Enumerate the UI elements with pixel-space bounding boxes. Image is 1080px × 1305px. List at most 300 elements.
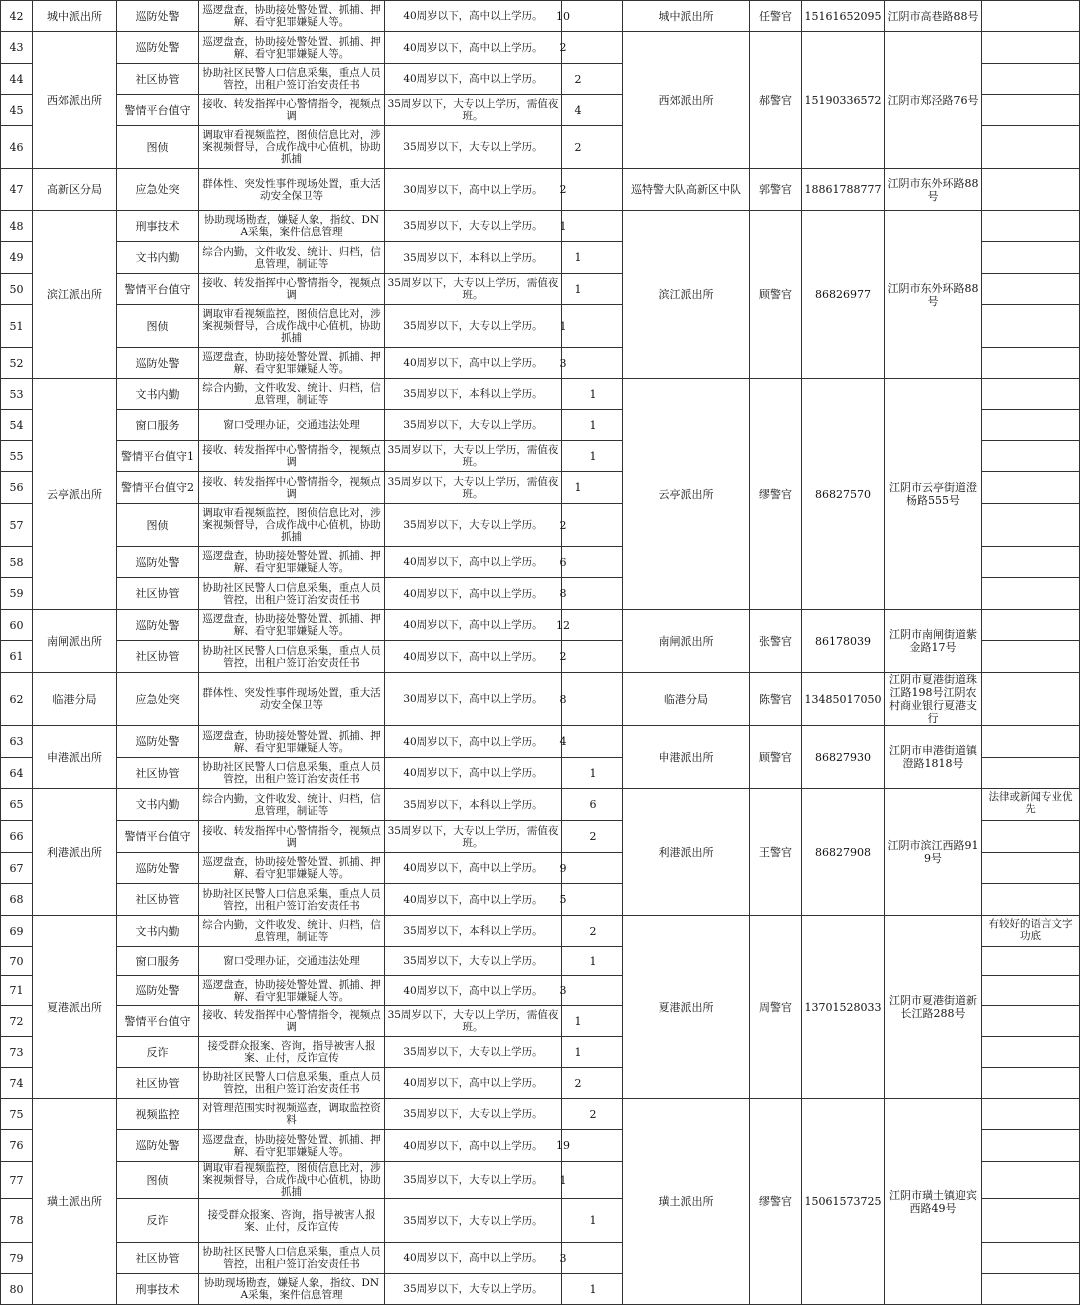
phone-cell: 86827570	[802, 379, 885, 610]
requirement-cell: 40周岁以下，高中以上学历。	[385, 64, 562, 95]
requirement-cell: 35周岁以下，大专以上学历。	[385, 1099, 562, 1130]
note-cell	[982, 32, 1080, 64]
headcount-cell	[559, 305, 623, 348]
contact-person-cell: 顾警官	[750, 211, 802, 379]
note-cell	[982, 379, 1080, 410]
table-row	[1, 673, 1080, 726]
duty-cell: 接收、转发指挥中心警情指令，视频点调	[199, 472, 385, 504]
requirement-cell: 35周岁以下，大专以上学历。	[385, 1274, 562, 1305]
post-cell: 文书内勤	[117, 379, 199, 410]
contact-unit-cell: 巡特警大队高新区中队	[623, 169, 750, 211]
headcount-value: 3	[559, 356, 567, 370]
headcount-cell	[562, 1006, 623, 1037]
contact-unit-cell: 临港分局	[623, 673, 750, 726]
contact-person-cell: 缪警官	[750, 1099, 802, 1305]
requirement-cell: 35周岁以下，大专以上学历，需值夜班。	[385, 274, 562, 305]
note-cell	[982, 504, 1080, 547]
note-cell	[982, 726, 1080, 758]
row-number-cell: 79	[1, 1243, 33, 1274]
unit-cell: 临港分局	[33, 673, 117, 726]
note-cell	[982, 441, 1080, 472]
contact-unit-cell: 云亭派出所	[623, 379, 750, 610]
note-cell	[982, 1099, 1080, 1130]
address-cell: 江阴市高巷路88号	[885, 1, 982, 32]
headcount-value: 6	[559, 555, 567, 569]
note-cell: 有较好的语言文字功底	[982, 916, 1080, 947]
post-cell: 文书内勤	[117, 916, 199, 947]
note-cell	[982, 821, 1080, 853]
note-cell	[982, 95, 1080, 126]
duty-cell: 巡逻盘查，协助接处警处置、抓捕、押解、看守犯罪嫌疑人等。	[199, 348, 385, 379]
row-number-cell: 74	[1, 1068, 33, 1099]
post-cell: 警情平台值守	[117, 274, 199, 305]
post-cell: 巡防处警	[117, 1130, 199, 1162]
row-number-cell: 51	[1, 305, 33, 348]
requirement-cell: 40周岁以下，高中以上学历。	[385, 853, 562, 884]
note-cell	[982, 610, 1080, 641]
requirement-cell: 30周岁以下，高中以上学历。	[385, 673, 562, 726]
table-row	[1, 379, 1080, 410]
post-cell: 巡防处警	[117, 726, 199, 758]
post-cell: 社区协管	[117, 641, 199, 673]
post-cell: 应急处突	[117, 169, 199, 211]
contact-person-cell: 郭警官	[750, 169, 802, 211]
address-cell: 江阴市夏港街道新长江路288号	[885, 916, 982, 1099]
note-cell	[982, 1130, 1080, 1162]
duty-cell: 协助社区民警人口信息采集，重点人员管控，出租户签订治安责任书	[199, 1243, 385, 1274]
note-cell	[982, 641, 1080, 673]
headcount-value: 3	[559, 984, 567, 997]
headcount-value: 2	[559, 518, 567, 532]
duty-cell: 接收、转发指挥中心警情指令，视频点调	[199, 441, 385, 472]
phone-cell: 86178039	[802, 610, 885, 673]
headcount-value: 2	[559, 183, 567, 196]
note-cell	[982, 1162, 1080, 1199]
headcount-value: 19	[556, 1139, 570, 1152]
row-number-cell: 42	[1, 1, 33, 32]
requirement-cell: 35周岁以下，大专以上学历，需值夜班。	[385, 95, 562, 126]
address-cell: 江阴市璜土镇迎宾西路49号	[885, 1099, 982, 1305]
table-row	[1, 610, 1080, 641]
post-cell: 社区协管	[117, 1068, 199, 1099]
headcount-cell	[559, 884, 623, 916]
headcount-cell	[559, 32, 623, 64]
row-number-cell: 80	[1, 1274, 33, 1305]
unit-cell: 城中派出所	[33, 1, 117, 32]
row-number-cell: 77	[1, 1162, 33, 1199]
headcount-value: 2	[574, 72, 582, 86]
row-number-cell: 48	[1, 211, 33, 242]
headcount-cell	[562, 410, 623, 441]
headcount-value: 1	[574, 1014, 582, 1028]
headcount-cell	[559, 641, 623, 673]
headcount-cell	[562, 441, 623, 472]
requirement-cell: 35周岁以下，大专以上学历。	[385, 504, 562, 547]
phone-cell: 15161652095	[802, 1, 885, 32]
note-cell	[982, 884, 1080, 916]
note-cell	[982, 410, 1080, 441]
note-cell	[982, 472, 1080, 504]
headcount-cell	[556, 1130, 623, 1162]
requirement-cell: 35周岁以下，本科以上学历。	[385, 789, 562, 821]
headcount-value: 8	[559, 587, 567, 600]
headcount-cell	[562, 95, 623, 126]
note-cell	[982, 1199, 1080, 1243]
row-number-cell: 52	[1, 348, 33, 379]
note-cell	[982, 578, 1080, 610]
contact-unit-cell: 城中派出所	[623, 1, 750, 32]
table-body	[1, 1, 1080, 1305]
post-cell: 社区协管	[117, 578, 199, 610]
headcount-value: 1	[589, 954, 597, 968]
post-cell: 巡防处警	[117, 32, 199, 64]
duty-cell: 巡逻盘查，协助接处警处置、抓捕、押解、看守犯罪嫌疑人等。	[199, 1, 385, 32]
requirement-cell: 40周岁以下，高中以上学历。	[385, 32, 562, 64]
headcount-value: 4	[574, 103, 582, 117]
headcount-value: 1	[589, 766, 597, 780]
headcount-value: 3	[559, 1251, 567, 1265]
headcount-value: 1	[574, 251, 582, 264]
duty-cell: 巡逻盘查，协助接处警处置、抓捕、押解、看守犯罪嫌疑人等。	[199, 610, 385, 641]
post-cell: 反诈	[117, 1199, 199, 1243]
post-cell: 社区协管	[117, 1243, 199, 1274]
table-row	[1, 32, 1080, 64]
duty-cell: 巡逻盘查，协助接处警处置、抓捕、押解、看守犯罪嫌疑人等。	[199, 853, 385, 884]
note-cell	[982, 1037, 1080, 1068]
requirement-cell: 35周岁以下，大专以上学历。	[385, 211, 562, 242]
duty-cell: 接受群众报案、咨询，指导被害人报案、止付，反诈宣传	[199, 1037, 385, 1068]
note-cell	[982, 305, 1080, 348]
row-number-cell: 61	[1, 641, 33, 673]
post-cell: 窗口服务	[117, 947, 199, 976]
row-number-cell: 44	[1, 64, 33, 95]
headcount-value: 8	[559, 692, 567, 706]
headcount-value: 1	[589, 1282, 597, 1296]
requirement-cell: 40周岁以下，高中以上学历。	[385, 758, 562, 789]
requirement-cell: 35周岁以下，大专以上学历。	[385, 126, 562, 169]
duty-cell: 接收、转发指挥中心警情指令，视频点调	[199, 821, 385, 853]
duty-cell: 调取审看视频监控，图侦信息比对，涉案视频督导，合成作战中心值机，协助抓捕	[199, 504, 385, 547]
headcount-cell	[559, 853, 623, 884]
requirement-cell: 35周岁以下，大专以上学历。	[385, 947, 562, 976]
phone-cell: 86826977	[802, 211, 885, 379]
row-number-cell: 60	[1, 610, 33, 641]
post-cell: 视频监控	[117, 1099, 199, 1130]
requirement-cell: 35周岁以下，大专以上学历。	[385, 305, 562, 348]
phone-cell: 86827930	[802, 726, 885, 789]
requirement-cell: 35周岁以下，本科以上学历。	[385, 916, 562, 947]
requirement-cell: 40周岁以下，高中以上学历。	[385, 1243, 562, 1274]
contact-person-cell: 缪警官	[750, 379, 802, 610]
duty-cell: 协助社区民警人口信息采集，重点人员管控，出租户签订治安责任书	[199, 578, 385, 610]
duty-cell: 协助社区民警人口信息采集，重点人员管控，出租户签订治安责任书	[199, 1068, 385, 1099]
requirement-cell: 35周岁以下，大专以上学历。	[385, 410, 562, 441]
duty-cell: 协助社区民警人口信息采集，重点人员管控，出租户签订治安责任书	[199, 758, 385, 789]
post-cell: 巡防处警	[117, 547, 199, 578]
note-cell	[982, 1006, 1080, 1037]
requirement-cell: 35周岁以下，大专以上学历，需值夜班。	[385, 821, 562, 853]
contact-person-cell: 张警官	[750, 610, 802, 673]
post-cell: 警情平台值守1	[117, 441, 199, 472]
contact-unit-cell: 西郊派出所	[623, 32, 750, 169]
duty-cell: 调取审看视频监控，图侦信息比对，涉案视频督导，合成作战中心值机，协助抓捕	[199, 305, 385, 348]
unit-cell: 夏港派出所	[33, 916, 117, 1099]
row-number-cell: 53	[1, 379, 33, 410]
headcount-cell	[559, 1243, 623, 1274]
requirement-cell: 30周岁以下，高中以上学历。	[385, 169, 562, 211]
headcount-cell	[559, 673, 623, 726]
row-number-cell: 76	[1, 1130, 33, 1162]
headcount-cell	[562, 821, 623, 853]
requirement-cell: 40周岁以下，高中以上学历。	[385, 884, 562, 916]
address-cell: 江阴市申港街道镇澄路1818号	[885, 726, 982, 789]
address-cell: 江阴市郑泾路76号	[885, 32, 982, 169]
headcount-cell	[562, 64, 623, 95]
requirement-cell: 40周岁以下，高中以上学历。	[385, 1068, 562, 1099]
row-number-cell: 72	[1, 1006, 33, 1037]
post-cell: 巡防处警	[117, 610, 199, 641]
row-number-cell: 62	[1, 673, 33, 726]
headcount-value: 2	[589, 1107, 597, 1121]
table-row	[1, 726, 1080, 758]
row-number-cell: 45	[1, 95, 33, 126]
headcount-value: 1	[559, 219, 567, 233]
duty-cell: 综合内勤，文件收发、统计、归档，信息管理，制证等	[199, 789, 385, 821]
note-cell: 法律或新闻专业优先	[982, 789, 1080, 821]
note-cell	[982, 976, 1080, 1006]
row-number-cell: 55	[1, 441, 33, 472]
headcount-value: 1	[574, 282, 582, 296]
note-cell	[982, 853, 1080, 884]
headcount-cell	[562, 1199, 623, 1243]
headcount-cell	[562, 242, 623, 274]
phone-cell: 15190336572	[802, 32, 885, 169]
requirement-cell: 40周岁以下，高中以上学历。	[385, 726, 562, 758]
unit-cell: 滨江派出所	[33, 211, 117, 379]
post-cell: 图侦	[117, 305, 199, 348]
headcount-cell	[562, 379, 623, 410]
headcount-value: 2	[589, 830, 597, 843]
requirement-cell: 40周岁以下，高中以上学历。	[385, 578, 562, 610]
duty-cell: 综合内勤，文件收发、统计、归档，信息管理，制证等	[199, 242, 385, 274]
headcount-cell	[559, 578, 623, 610]
address-cell: 江阴市滨江西路919号	[885, 789, 982, 916]
note-cell	[982, 169, 1080, 211]
unit-cell: 云亭派出所	[33, 379, 117, 610]
row-number-cell: 59	[1, 578, 33, 610]
headcount-cell	[562, 274, 623, 305]
headcount-cell	[562, 1037, 623, 1068]
headcount-value: 10	[556, 9, 570, 23]
post-cell: 警情平台值守	[117, 1006, 199, 1037]
row-number-cell: 78	[1, 1199, 33, 1243]
requirement-cell: 40周岁以下，高中以上学历。	[385, 1, 562, 32]
headcount-value: 2	[574, 140, 582, 154]
note-cell	[982, 758, 1080, 789]
phone-cell: 13485017050	[802, 673, 885, 726]
post-cell: 巡防处警	[117, 1, 199, 32]
duty-cell: 协助社区民警人口信息采集，重点人员管控，出租户签订治安责任书	[199, 884, 385, 916]
table-row	[1, 1099, 1080, 1130]
unit-cell: 申港派出所	[33, 726, 117, 789]
duty-cell: 巡逻盘查，协助接处警处置、抓捕、押解、看守犯罪嫌疑人等。	[199, 547, 385, 578]
table-row	[1, 916, 1080, 947]
headcount-cell	[559, 547, 623, 578]
duty-cell: 接收、转发指挥中心警情指令，视频点调	[199, 95, 385, 126]
headcount-cell	[559, 504, 623, 547]
phone-cell: 15061573725	[802, 1099, 885, 1305]
duty-cell: 巡逻盘查，协助接处警处置、抓捕、押解、看守犯罪嫌疑人等。	[199, 976, 385, 1006]
requirement-cell: 35周岁以下，本科以上学历。	[385, 379, 562, 410]
headcount-value: 1	[559, 319, 567, 333]
address-cell: 江阴市南闸街道紫金路17号	[885, 610, 982, 673]
requirement-cell: 40周岁以下，高中以上学历。	[385, 641, 562, 673]
duty-cell: 对管理范围实时视频巡查，调取监控资料	[199, 1099, 385, 1130]
headcount-cell	[562, 1274, 623, 1305]
address-cell: 江阴市云亭街道澄杨路555号	[885, 379, 982, 610]
post-cell: 反诈	[117, 1037, 199, 1068]
headcount-cell	[559, 976, 623, 1006]
post-cell: 文书内勤	[117, 789, 199, 821]
headcount-value: 2	[559, 650, 567, 663]
note-cell	[982, 126, 1080, 169]
duty-cell: 接收、转发指挥中心警情指令，视频点调	[199, 274, 385, 305]
post-cell: 图侦	[117, 126, 199, 169]
note-cell	[982, 64, 1080, 95]
row-number-cell: 43	[1, 32, 33, 64]
duty-cell: 接收、转发指挥中心警情指令，视频点调	[199, 1006, 385, 1037]
requirement-cell: 35周岁以下，大专以上学历。	[385, 1162, 562, 1199]
unit-cell: 西郊派出所	[33, 32, 117, 169]
requirement-cell: 40周岁以下，高中以上学历。	[385, 610, 562, 641]
duty-cell: 综合内勤，文件收发、统计、归档，信息管理，制证等	[199, 916, 385, 947]
contact-unit-cell: 璜土派出所	[623, 1099, 750, 1305]
headcount-cell	[559, 726, 623, 758]
contact-person-cell: 周警官	[750, 916, 802, 1099]
requirement-cell: 35周岁以下，本科以上学历。	[385, 242, 562, 274]
duty-cell: 接受群众报案、咨询，指导被害人报案、止付，反诈宣传	[199, 1199, 385, 1243]
unit-cell: 高新区分局	[33, 169, 117, 211]
table-row	[1, 169, 1080, 211]
post-cell: 应急处突	[117, 673, 199, 726]
headcount-cell	[562, 126, 623, 169]
requirement-cell: 35周岁以下，大专以上学历，需值夜班。	[385, 472, 562, 504]
headcount-cell	[556, 1, 623, 32]
post-cell: 社区协管	[117, 884, 199, 916]
row-number-cell: 49	[1, 242, 33, 274]
duty-cell: 协助社区民警人口信息采集，重点人员管控，出租户签订治安责任书	[199, 64, 385, 95]
headcount-cell	[559, 1162, 623, 1199]
address-cell: 江阴市夏港街道珠江路198号江阴农村商业银行夏港支行	[885, 673, 982, 726]
headcount-cell	[556, 610, 623, 641]
post-cell: 图侦	[117, 1162, 199, 1199]
headcount-value: 2	[559, 41, 567, 54]
row-number-cell: 73	[1, 1037, 33, 1068]
contact-unit-cell: 申港派出所	[623, 726, 750, 789]
post-cell: 巡防处警	[117, 348, 199, 379]
post-cell: 图侦	[117, 504, 199, 547]
phone-cell: 13701528033	[802, 916, 885, 1099]
contact-unit-cell: 夏港派出所	[623, 916, 750, 1099]
address-cell: 江阴市东外环路88号	[885, 169, 982, 211]
post-cell: 警情平台值守	[117, 821, 199, 853]
post-cell: 警情平台值守2	[117, 472, 199, 504]
duty-cell: 协助社区民警人口信息采集，重点人员管控，出租户签订治安责任书	[199, 641, 385, 673]
table-row	[1, 1, 1080, 32]
headcount-value: 1	[589, 418, 597, 432]
note-cell	[982, 547, 1080, 578]
requirement-cell: 40周岁以下，高中以上学历。	[385, 547, 562, 578]
note-cell	[982, 1243, 1080, 1274]
row-number-cell: 50	[1, 274, 33, 305]
headcount-value: 6	[589, 798, 597, 811]
phone-cell: 18861788777	[802, 169, 885, 211]
headcount-value: 1	[574, 481, 582, 494]
requirement-cell: 35周岁以下，大专以上学历。	[385, 1037, 562, 1068]
headcount-value: 12	[556, 618, 570, 632]
row-number-cell: 67	[1, 853, 33, 884]
contact-person-cell: 顾警官	[750, 726, 802, 789]
row-number-cell: 66	[1, 821, 33, 853]
duty-cell: 调取审看视频监控，图侦信息比对，涉案视频督导，合成作战中心值机，协助抓捕	[199, 126, 385, 169]
headcount-value: 2	[574, 1076, 582, 1090]
duty-cell: 协助现场勘查，嫌疑人象，指纹、DNA采集，案件信息管理	[199, 211, 385, 242]
row-number-cell: 47	[1, 169, 33, 211]
headcount-value: 4	[559, 735, 567, 748]
note-cell	[982, 274, 1080, 305]
requirement-cell: 40周岁以下，高中以上学历。	[385, 1130, 562, 1162]
duty-cell: 群体性、突发性事件现场处置，重大活动安全保卫等	[199, 169, 385, 211]
contact-unit-cell: 滨江派出所	[623, 211, 750, 379]
headcount-cell	[562, 758, 623, 789]
duty-cell: 综合内勤，文件收发、统计、归档，信息管理，制证等	[199, 379, 385, 410]
unit-cell: 利港派出所	[33, 789, 117, 916]
row-number-cell: 70	[1, 947, 33, 976]
note-cell	[982, 242, 1080, 274]
headcount-value: 1	[589, 387, 597, 401]
note-cell	[982, 1274, 1080, 1305]
duty-cell: 调取审看视频监控，图侦信息比对，涉案视频督导，合成作战中心值机，协助抓捕	[199, 1162, 385, 1199]
headcount-cell	[559, 348, 623, 379]
post-cell: 社区协管	[117, 758, 199, 789]
headcount-cell	[562, 947, 623, 976]
row-number-cell: 54	[1, 410, 33, 441]
contact-unit-cell: 利港派出所	[623, 789, 750, 916]
contact-person-cell: 陈警官	[750, 673, 802, 726]
requirement-cell: 40周岁以下，高中以上学历。	[385, 348, 562, 379]
unit-cell: 南闸派出所	[33, 610, 117, 673]
headcount-cell	[559, 169, 623, 211]
headcount-value: 1	[589, 1214, 597, 1227]
headcount-cell	[562, 1068, 623, 1099]
row-number-cell: 65	[1, 789, 33, 821]
duty-cell: 窗口受理办证，交通违法处理	[199, 947, 385, 976]
headcount-value: 1	[589, 449, 597, 463]
requirement-cell: 35周岁以下，大专以上学历，需值夜班。	[385, 441, 562, 472]
note-cell	[982, 348, 1080, 379]
headcount-cell	[559, 211, 623, 242]
duty-cell: 窗口受理办证，交通违法处理	[199, 410, 385, 441]
post-cell: 警情平台值守	[117, 95, 199, 126]
headcount-value: 1	[559, 1173, 567, 1187]
post-cell: 刑事技术	[117, 1274, 199, 1305]
phone-cell: 86827908	[802, 789, 885, 916]
post-cell: 社区协管	[117, 64, 199, 95]
row-number-cell: 57	[1, 504, 33, 547]
duty-cell: 巡逻盘查，协助接处警处置、抓捕、押解、看守犯罪嫌疑人等。	[199, 1130, 385, 1162]
post-cell: 窗口服务	[117, 410, 199, 441]
headcount-value: 5	[559, 893, 567, 906]
